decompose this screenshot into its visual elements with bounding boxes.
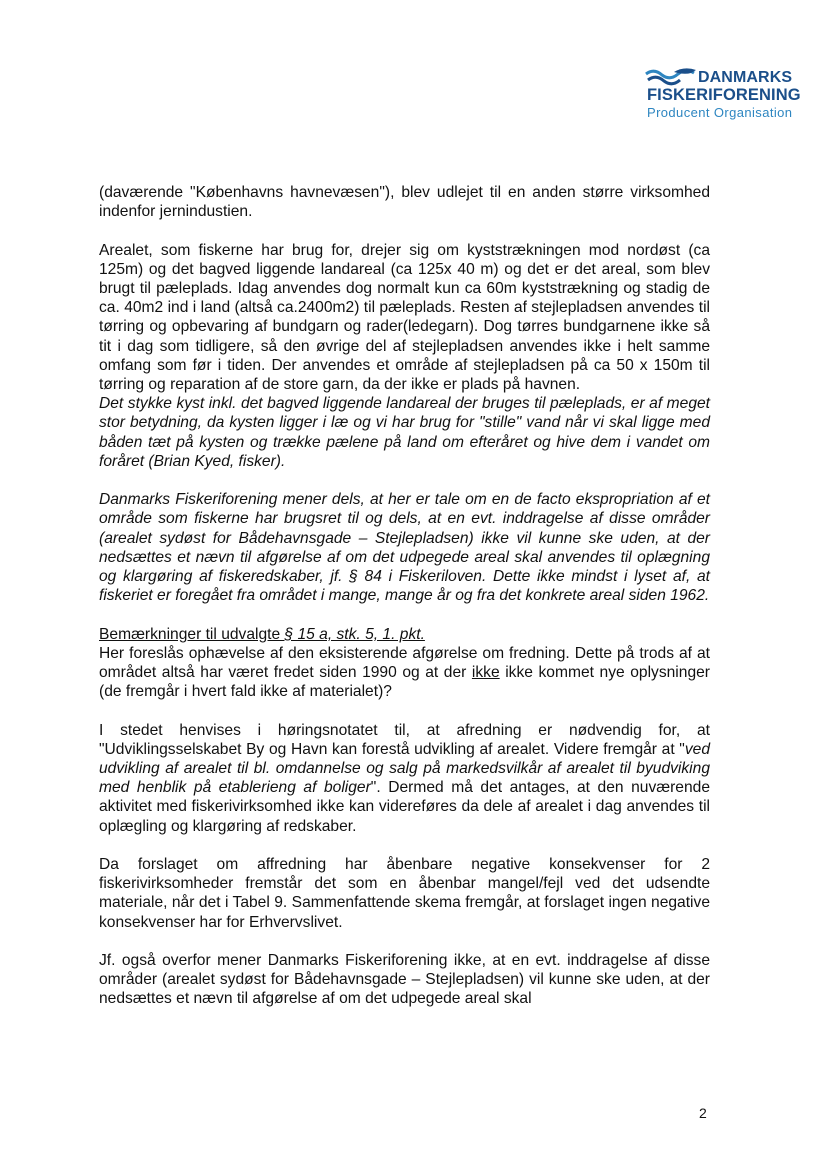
section-heading-ref: § 15 a, stk. 5, 1. pkt.	[284, 625, 425, 643]
paragraph-5-text-b: ikke kommet nye oplysninger (de fremgår i hvert fald ikke af materialet)?	[99, 664, 710, 701]
fish-wave-icon	[644, 66, 700, 88]
paragraph-2: Arealet, som fiskerne har brug for, drejer sig om kyststrækningen mod nordøst (ca 125m) og det bagved liggende landareal (ca 125x 40 m) og det er det areal, som blev brugt til pæleplads. Idag anvendes dog normalt kun ca 60m kyststrækning og stadig de ca. 40m2 ind i land (altså ca.2400m2) til pæleplads. Resten af stejlepladsen anvendes til tørring og opbevaring af bundgarn og rader(ledegarn). Dog tørres bundgarnene ikke så tit i dag som tidligere, så den øvrige del af stejlepladsen anvendes ikke i helt samme omfang som før i tiden. Der anvendes et område af stejlepladsen på ca 50 x 150m til tørring og reparation af de store garn, da der ikke er plads på havnen.	[99, 241, 710, 394]
paragraph-5-text-a: Her foreslås ophævelse af den eksisterende afgørelse om fredning. Dette på trods af at området altså har været fredet siden 1990 og at der	[99, 644, 710, 682]
paragraph-6	[99, 721, 710, 836]
paragraph-6-text-b: ". Dermed må det antages, at den nuværende aktivitet med fiskerivirksomhed ikke kan videreføres da dele af arealet i dag anvendes til oplægling og klargøring af redskaber.	[99, 779, 710, 835]
logo-text-danmarks: DANMARKS	[698, 69, 793, 86]
paragraph-1: (daværende "Københavns havnevæsen"), blev udlejet til en anden større virksomhed indenfor jernindustien.	[99, 184, 710, 221]
paragraph-6-quote: ved udvikling af arealet til bl. omdannelse og salg på markedsvilkår af arealet til byudviking med henblik på etablerieng af boliger	[99, 740, 710, 797]
logo	[644, 62, 806, 124]
paragraph-6-text-a: I stedet henvises i høringsnotatet til, at afredning er nødvendig for, at "Udviklingsselskabet By og Havn kan forestå udvikling af arealet. Videre fremgår at "	[99, 721, 710, 758]
logo-text-subtitle: Producent Organisation	[647, 105, 793, 120]
paragraph-5	[99, 644, 710, 702]
page-number: 2	[699, 1105, 707, 1121]
paragraph-position: Danmarks Fiskeriforening mener dels, at her er tale om en de facto ekspropriation af et område som fiskerne har brugsret til og dels, at en evt. inddragelse af disse områder (arealet sydøst for Bådehavnsgade – Stejlepladsen) ikke vil kunne ske uden, at der nedsættes et nævn til afgørelse af om det udpegede areal skal anvendes til oplægning og klargøring af fiskeredskaber, jf. § 84 i Fiskeriloven. Dette ikke mindst i lyset af, at fiskeriet er foregået fra området i mange, mange år og fra det konkrete areal siden 1962.	[99, 491, 710, 605]
section-heading-text: Bemærkninger til udvalgte	[99, 625, 285, 643]
section-heading	[99, 625, 710, 644]
paragraph-5-underlined: ikke	[471, 664, 500, 682]
paragraph-8: Jf. også overfor mener Danmarks Fiskeriforening ikke, at en evt. inddragelse af disse områder (arealet sydøst for Bådehavnsgade – Stejlepladsen) vil kunne ske uden, at der nedsættes et nævn til afgørelse af om det udpegede areal skal	[99, 952, 710, 1008]
logo-text-fiskeriforening: FISKERIFORENING	[647, 86, 801, 104]
document-body	[99, 183, 710, 1009]
paragraph-7: Da forslaget om affredning har åbenbare negative konsekvenser for 2 fiskerivirksomheder fremstår det som en åbenbar mangel/fejl ved det udsendte materiale, når det i Tabel 9. Sammenfattende skema fremgår, at forslaget ingen negative konsekvenser har for Erhvervslivet.	[99, 856, 710, 931]
quote-paragraph: Det stykke kyst inkl. det bagved liggende landareal der bruges til pæleplads, er af meget stor betydning, da kysten ligger i læ og vi har brug for "stille" vand når vi skal ligge med båden tæt på kysten og trække pælene på land om efteråret og hive dem i vandet om foråret (Brian Kyed, fisker).	[99, 395, 710, 470]
